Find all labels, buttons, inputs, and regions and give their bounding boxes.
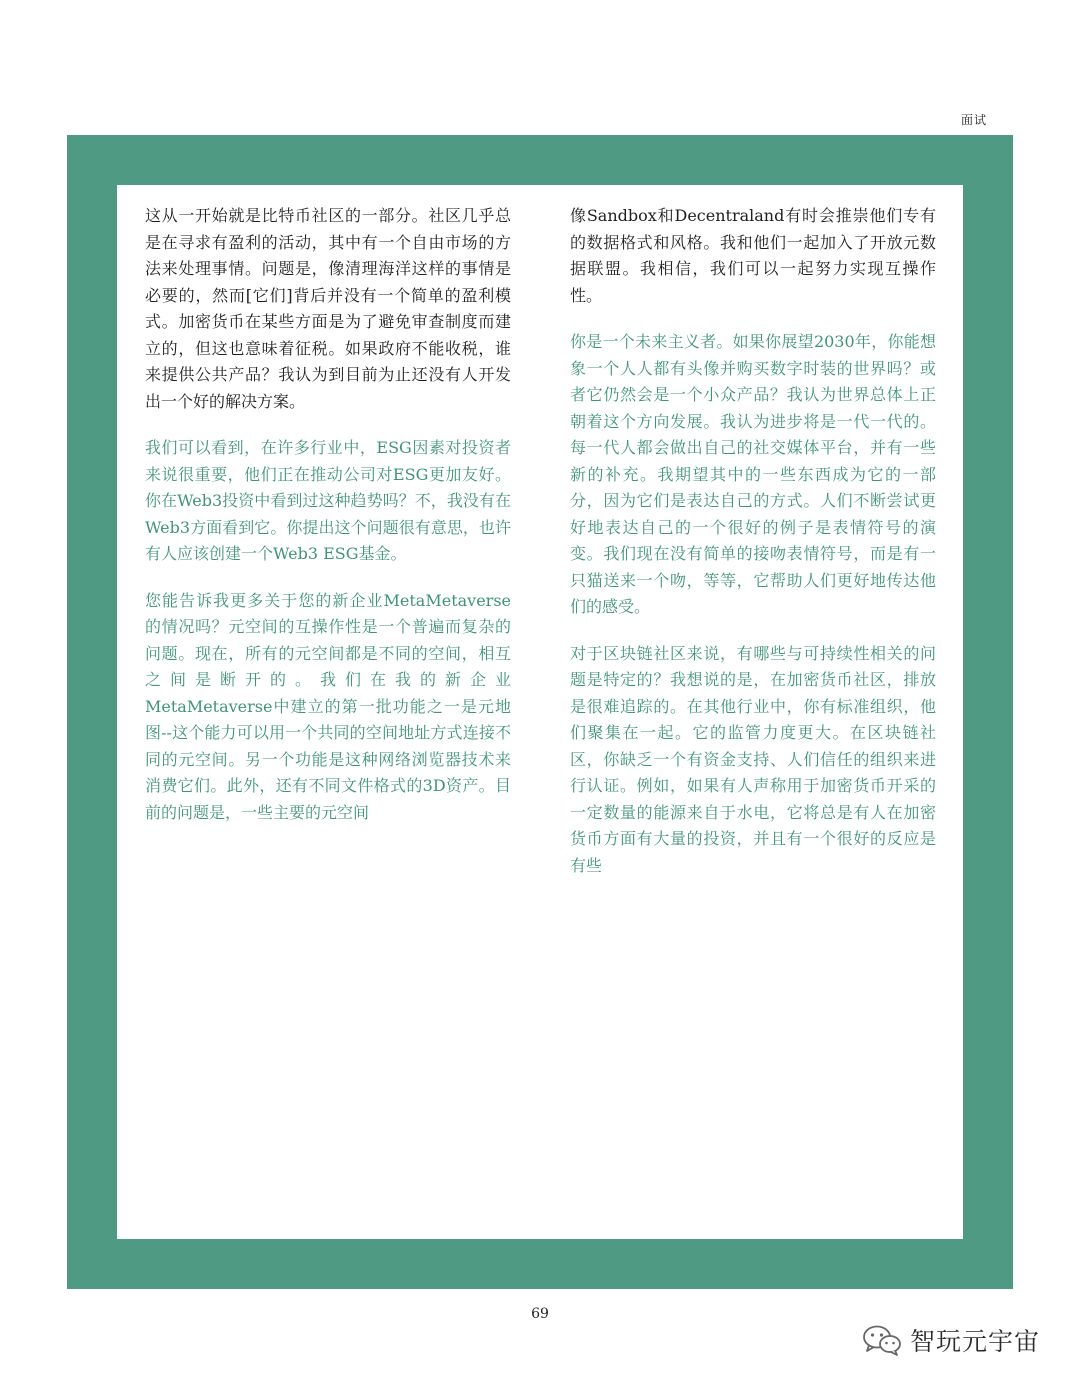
brand-watermark bbox=[862, 1320, 1040, 1360]
brand-name: 智玩元宇宙 bbox=[910, 1327, 1041, 1356]
wechat-icon bbox=[862, 1324, 902, 1356]
content-panel bbox=[117, 185, 963, 1239]
paragraph-answer: 这从一开始就是比特币社区的一部分。社区几乎总是在寻求有盈利的活动，其中有一个自由市场的方法来处理事情。问题是，像清理海洋这样的事情是必要的，然而[它们]背后并没有一个简单的盈利模式。加密货币在某些方面是为了避免审查制度而建立的，但这也意味着征税。如果政府不能收税，谁来提供公共产品？我认为到目前为止还没有人开发出一个好的解决方案。 bbox=[145, 206, 511, 411]
right-column bbox=[570, 203, 936, 899]
paragraph-answer: 像Sandbox和Decentraland有时会推崇他们专有的数据格式和风格。我和他们一起加入了开放元数据联盟。我相信，我们可以一起努力实现互操作性。 bbox=[570, 206, 936, 305]
paragraph-question: 你是一个未来主义者。如果你展望2030年，你能想象一个人人都有头像并购买数字时装的世界吗？或者它仍然会是一个小众产品？我认为世界总体上正朝着这个方向发展。我认为进步将是一代一代的。每一代人都会做出自己的社交媒体平台，并有一些新的补充。我期望其中的一些东西成为它的一部分，因为它们是表达自己的方式。人们不断尝试更好地表达自己的一个很好的例子是表情符号的演变。我们现在没有简单的接吻表情符号，而是有一只猫送来一个吻，等等，它帮助人们更好地传达他们的感受。 bbox=[570, 332, 936, 616]
paragraph-question-answer: 我们可以看到，在许多行业中，ESG因素对投资者来说很重要，他们正在推动公司对ESG更加友好。你在Web3投资中看到过这种趋势吗？不，我没有在Web3方面看到它。你提出这个问题很有意思，也许有人应该创建一个Web3 ESG基金。 bbox=[145, 438, 511, 563]
running-header: 面试 bbox=[960, 113, 987, 127]
paragraph-question: 您能告诉我更多关于您的新企业MetaMetaverse的情况吗？元空间的互操作性是一个普遍而复杂的问题。现在，所有的元空间都是不同的空间，相互之间是断开的。我们在我的新企业MetaMetaverse中建立的第一批功能之一是元地图--这个能力可以用一个共同的空间地址方式连接不同的元空间。另一个功能是这种网络浏览器技术来消费它们。此外，还有不同文件格式的3D资产。目前的问题是，一些主要的元空间 bbox=[145, 590, 511, 822]
page-number: 69 bbox=[531, 1306, 549, 1322]
paragraph-question: 对于区块链社区来说，有哪些与可持续性相关的问题是特定的？我想说的是，在加密货币社区，排放是很难追踪的。在其他行业中，你有标准组织，他们聚集在一起。它的监管力度更大。在区块链社区，你缺乏一个有资金支持、人们信任的组织来进行认证。例如，如果有人声称用于加密货币开采的一定数量的能源来自于水电，它将总是有人在加密货币方面有大量的投资，并且有一个很好的反应是有些 bbox=[570, 643, 936, 875]
left-column bbox=[145, 203, 511, 846]
